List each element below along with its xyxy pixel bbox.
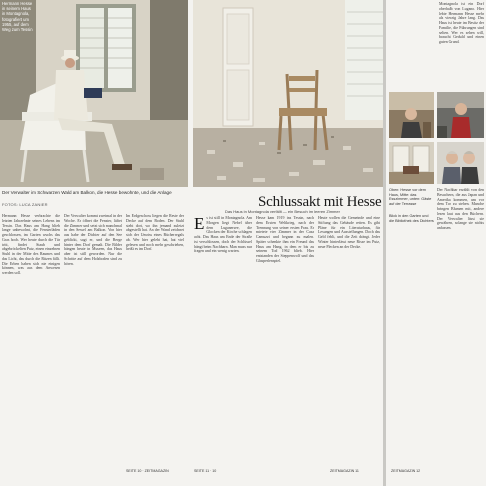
- photo-right-couple: [437, 142, 484, 184]
- right-text-column-1: [439, 2, 484, 86]
- right-text-column-1-body: Montagnola ist ein Dorf oberhalb von Lugano. Hier lebte Hermann Hesse mehr als vierzig Jahre lang. Das Haus ist heute im Besitz der Familie, die Führungen sind selten. Wer es sehen will, braucht Geduld und einen guten Grund.: [439, 2, 484, 44]
- folio-center-left: SEITE 11 · 10: [194, 469, 217, 473]
- photo-right-portrait: [389, 92, 434, 138]
- drop-cap: E: [194, 214, 205, 233]
- text-column-6: [318, 216, 380, 466]
- page-gutter: [383, 0, 386, 486]
- side-caption: Hermann Hesse in seinem Haus in Montagnola, fotografiert um 1955, auf dem Weg zum Tessin: [2, 1, 33, 33]
- right-caption-b: Blick in den Garten und die Bibliothek des Dichters: [389, 214, 434, 223]
- right-text-column-2: [437, 188, 484, 464]
- folio-right: ZEITMAGAZIN 12: [391, 469, 421, 473]
- text-column-3-body: Im Erdgeschoss liegen die Reste der Decke auf dem Boden. Der Stuhl steht dort, wo ihn jemand zuletzt abgestellt hat. An der Wand zeichnet sich der Umriss eines Bücherregals ab. Wer hier gelebt hat, hat viel gelesen und noch mehr geschrieben, heißt es im Dorf.: [126, 214, 184, 252]
- text-column-2-body: Der Verwalter kommt zweimal in der Woche. Er öffnet die Fenster, lüftet die Zimmer und setzt sich manchmal in den Sessel am Balkon. Von hier aus habe der Dichter auf den See geblickt, sagt er, und die Berge hinter dem Dorf gemalt. Die Bilder hängen heute in Museen, das Haus aber ist still geworden. Nur die Schritte auf dem Holzboden sind zu hören.: [64, 214, 122, 266]
- right-text-column-2-body: Der Nachbar erzählt von den Besuchern, die aus Japan und Amerika kommen, um vor dem Tor zu stehen. Manche bringen Blumen mit, andere lesen laut aus den Büchern. Der Verwalter lässt sie gewähren, solange sie nichts anfassen.: [437, 188, 484, 230]
- text-column-3: [126, 214, 184, 466]
- text-column-2: [64, 214, 122, 466]
- text-column-1: [2, 214, 60, 466]
- right-caption-a: Oben: Hesse vor dem Haus, Mitte: das Esszimmer, unten: Gäste auf der Terrasse: [389, 188, 432, 206]
- photo-credit: FOTOS: LUCA ZANIER: [2, 202, 48, 207]
- photo-right-woman: [437, 92, 484, 138]
- text-column-4: [194, 216, 252, 466]
- photo-caption: Der Verwalter im Schwarzen Wald am Balkon, die Hesse bewohnte, und die Anlage: [2, 190, 172, 195]
- text-column-5-body: Hesse kam 1919 ins Tessin, nach dem Ersten Weltkrieg, nach der Trennung von seiner ersten Frau. Er mietete vier Zimmer in der Casa Camuzzi und begann zu malen. Später schenkte ihm ein Freund das Haus am Hang, in dem er bis zu seinem Tod 1962 blieb. Hier entstanden der Steppenwolf und das Glasperlenspiel.: [256, 216, 314, 263]
- text-column-5: [256, 216, 314, 466]
- text-column-1-body: Hermann Hesse verbrachte die letzten Jahrzehnte seines Lebens im Tessin. Das Haus am Hang blieb lange unbewohnt, die Fensterläden geschlossen, im Garten wuchs das Gras hoch. Wer heute durch die Tür tritt, findet Staub und abgebröckelten Putz, einen einzelnen Stuhl in der Mitte des Raumes und das Licht, das durch die Ritzen fällt. Die Erben haben sich nie einigen können, was aus dem Anwesen werden soll.: [2, 214, 60, 275]
- folio-center-right: ZEITMAGAZIN 11: [330, 469, 359, 473]
- article-headline: Schlussakt mit Hesse: [258, 194, 382, 210]
- text-column-4-body: s ist still in Montagnola. Am Morgen liegt Nebel über dem Luganersee, die Glocken der Kirche schlagen acht. Das Haus am Ende der Straße ist verschlossen, doch der Schlüssel hängt beim Nachbarn. Man muss nur fragen und ein wenig warten.: [194, 216, 252, 254]
- folio-left: SEITE 10 · ZEITMAGAZIN: [126, 469, 169, 473]
- article-byline: Das Haus in Montagnola verfällt — ein Besuch im leeren Zimmer: [225, 209, 340, 214]
- text-column-6-body: Heute wollen die Gemeinde und eine Stiftung das Gebäude retten. Es gibt Pläne für ein Literaturhaus, für Lesungen und Ausstellungen. Doch das Geld fehlt, und die Zeit drängt. Jeder Winter hinterlässt neue Risse im Putz, neue Flecken an der Decke.: [318, 216, 380, 249]
- photo-empty-room-chair: [193, 0, 383, 187]
- photo-right-room: [389, 142, 434, 184]
